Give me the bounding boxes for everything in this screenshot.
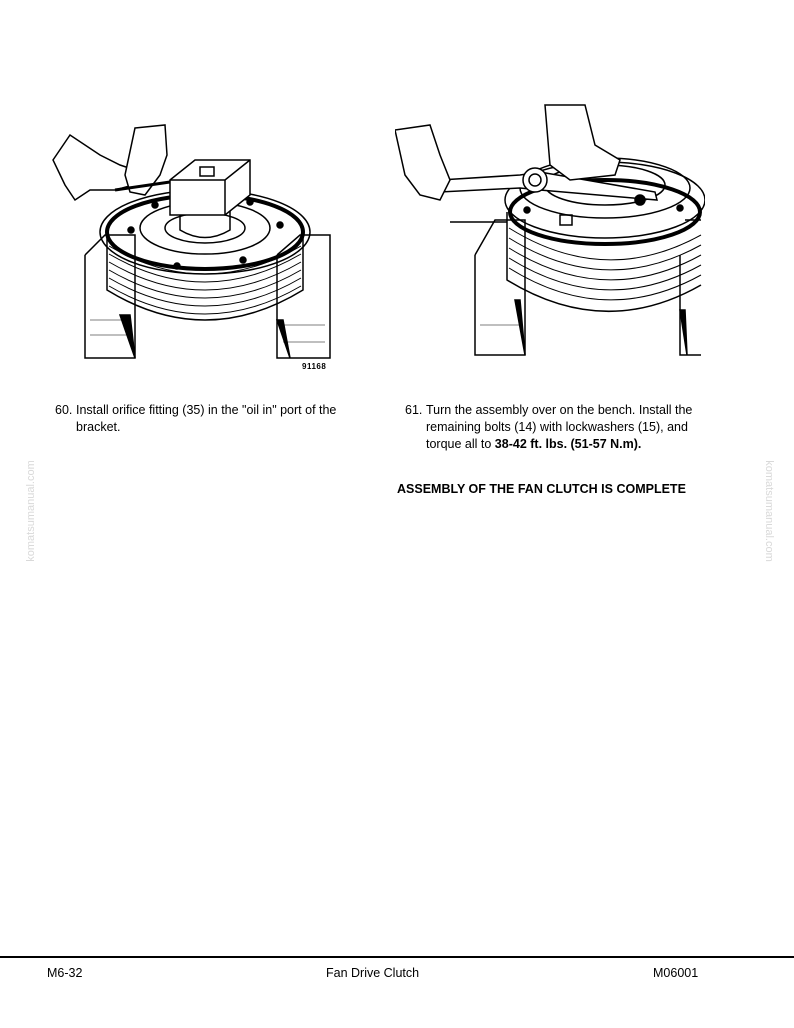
watermark-left: komatsumanual.com xyxy=(24,460,37,562)
step-text xyxy=(76,402,336,436)
step-61 xyxy=(405,402,725,458)
step-number: 60. xyxy=(55,403,73,417)
step-line-prefix: torque all to xyxy=(426,437,495,451)
figure-right xyxy=(395,100,705,360)
step-number: 61. xyxy=(405,403,423,417)
footer-rule xyxy=(0,956,794,958)
step-line: Turn the assembly over on the bench. Install the xyxy=(426,403,693,417)
figure-id-label: 91168 xyxy=(302,362,327,371)
figure-left xyxy=(45,120,345,375)
step-line: remaining bolts (14) with lockwashers (15), and xyxy=(426,420,688,434)
step-text xyxy=(426,402,692,453)
torque-spec: 38-42 ft. lbs. (51-57 N.m). xyxy=(494,437,642,451)
step-60 xyxy=(55,402,375,442)
footer-page-number: M6-32 xyxy=(47,966,83,980)
completion-heading: ASSEMBLY OF THE FAN CLUTCH IS COMPLETE xyxy=(397,482,686,496)
footer-section-title: Fan Drive Clutch xyxy=(326,966,420,980)
watermark-right: komatsumanual.com xyxy=(762,460,775,562)
step-line: bracket. xyxy=(76,420,121,434)
footer-doc-code: M06001 xyxy=(653,966,699,980)
step-line: Install orifice fitting (35) in the "oil in" port of the xyxy=(76,403,337,417)
fan-clutch-torque-illustration xyxy=(395,100,705,360)
fan-clutch-orifice-illustration xyxy=(45,120,345,375)
